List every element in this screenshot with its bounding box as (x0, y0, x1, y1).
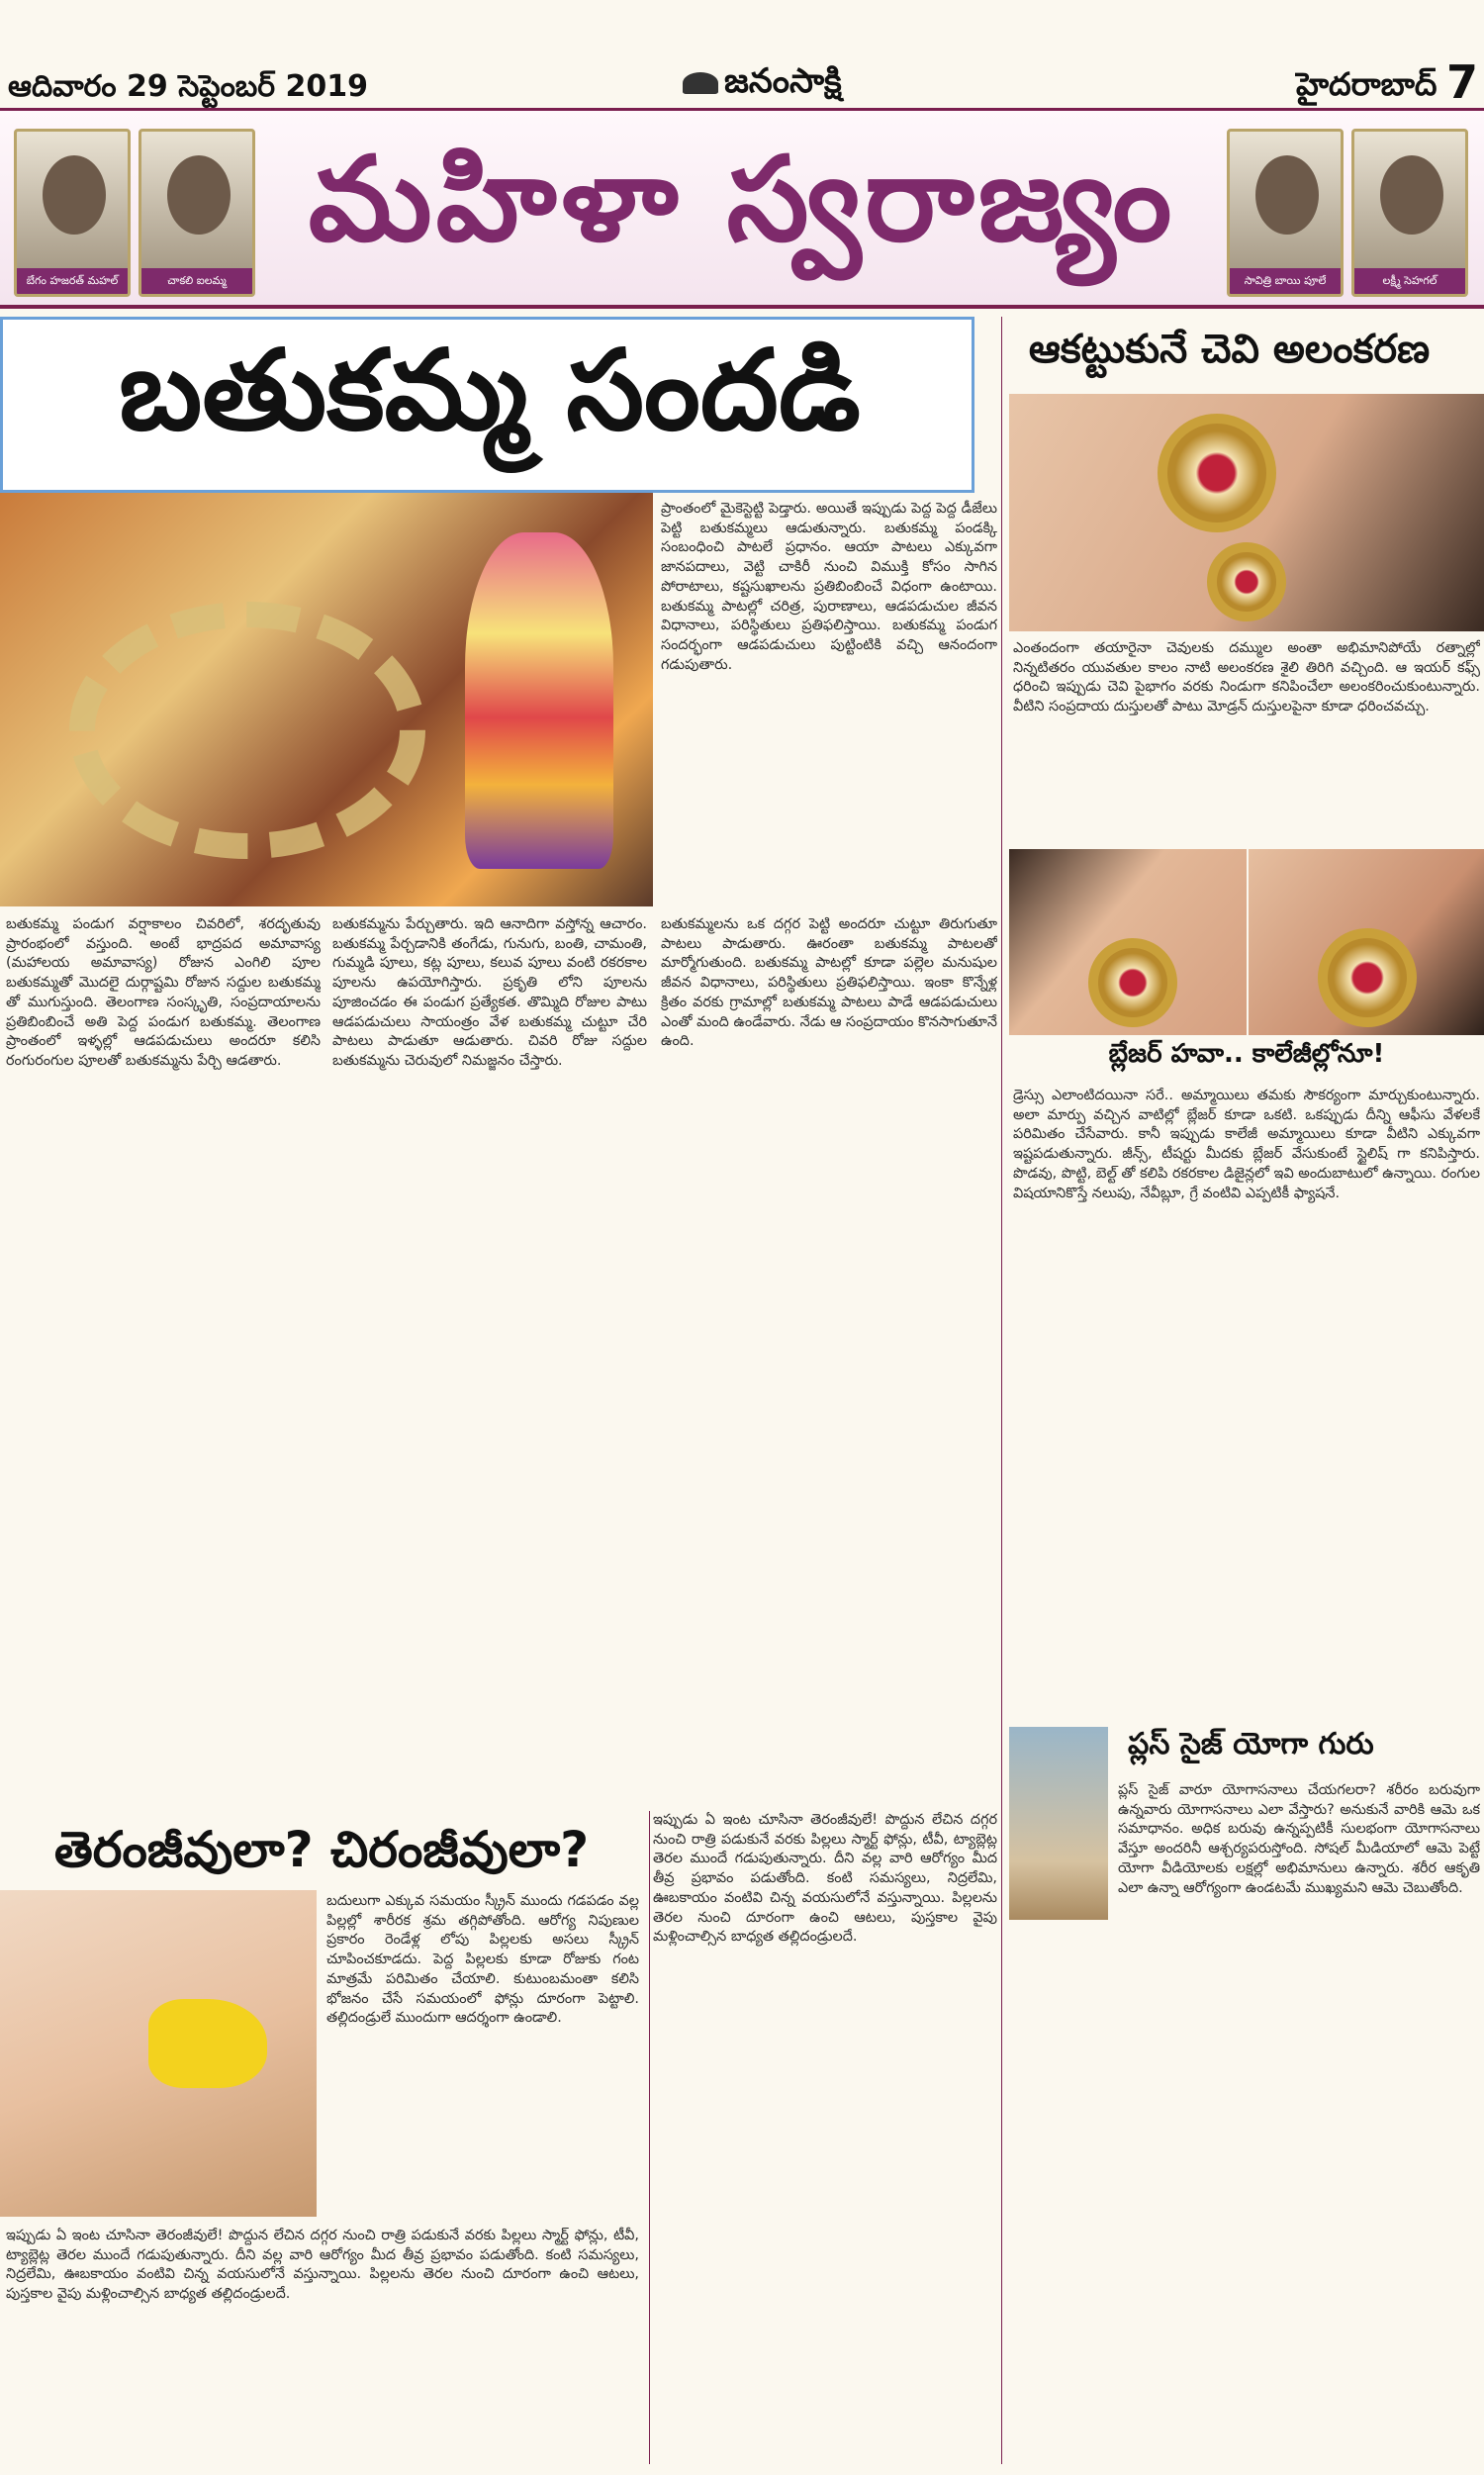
portrait-caption: బేగం హజరత్ మహల్ (17, 268, 128, 294)
bathukamma-column-right: బతుకమ్మలను ఒక దగ్గర పెట్టి అందరూ చుట్టూ తిరుగుతూ పాటలు పాడుతారు. ఊరంతా బతుకమ్మ పాటలతో మార్మోగుతుంది. బతుకమ్మ పాటల్లో కూడా పల్లెల మనుషుల జీవన విధానాలు, పరిస్థితులు ప్రతిఫలిస్తాయి. ఇంకా కొన్నేళ్ల క్రితం వరకు గ్రామాల్లో బతుకమ్మ పాటలు పాడే ఆడపడుచులు ఎంతో మంది ఉండేవారు. నేడు ఆ సంప్రదాయం కొనసాగుతూనే ఉంది. (661, 916, 997, 1050)
yoga-photo (1009, 1727, 1108, 1920)
portrait-face-icon (167, 155, 231, 235)
issue-date: ఆదివారం 29 సెప్టెంబర్ 2019 (8, 69, 369, 104)
screen-time-text: ఇప్పుడు ఏ ఇంట చూసినా తెరంజీవులే! పొద్దున లేచిన దగ్గర నుంచి రాత్రి పడుకునే వరకు పిల్లలు స్మార్ట్ ఫోన్లు, టీవీ, ట్యాబ్లెట్ల తెరల ముందే గడుపుతున్నారు. దీని వల్ల వారి ఆరోగ్యం మీద తీవ్ర ప్రభావం పడుతోంది. కంటి సమస్యలు, నిద్రలేమి, ఊబకాయం వంటివి చిన్న వయసులోనే వస్తున్నాయి. పిల్లలను తెరల నుంచి దూరంగా ఉంచి ఆటలు, పుస్తకాల వైపు మళ్లించాల్సిన బాధ్యత తల్లిదండ్రులదే. (6, 2228, 639, 2303)
bathukamma-column-top: ప్రాంతంలో మైకెస్టెట్టి పెడ్తారు. అయితే ఇప్పుడు పెద్ద పెద్ద డీజేలు పెట్టి బతుకమ్మలు ఆడుతున్నారు. బతుకమ్మ పండక్కి సంబంధించి పాటలే ప్రధానం. ఆయా పాటలు ఎక్కువగా జానపదాలు, వెట్టి చాకిరీ నుంచి విముక్తి కోసం సాగిన పోరాటాలు, కష్టసుఖాలను ప్రతిబింబించే విధంగా ఉంటాయి. బతుకమ్మ పాటల్లో చరిత్ర, పురాణాలు, ఆడపడుచుల జీవన విధానాలు, పరిస్థితులు ప్రతిఫలిస్తాయి. బతుకమ్మ పండుగ సందర్భంగా ఆడపడుచులు పుట్టింటికి వచ్చి ఆనందంగా గడుపుతారు. (661, 501, 997, 673)
portrait-caption: సావిత్రి బాయి పూలే (1230, 268, 1341, 294)
screen-time-headline: తెరంజీవులా? చిరంజీవులా? (53, 1821, 590, 1878)
earring-photo-3 (1249, 849, 1484, 1035)
earring-icon (1088, 938, 1177, 1027)
headline-bathukamma: బతుకమ్మ సందడి (119, 327, 861, 455)
portrait-caption: చాకలి ఐలమ్మ (141, 268, 252, 294)
portrait-2 (139, 129, 255, 297)
bathukamma-column-left: బతుకమ్మ పండుగ వర్షాకాలం చివరిలో, శరదృతువు ప్రారంభంలో వస్తుంది. అంటే భాద్రపద అమావాస్య (మహాలయ అమావాస్య) రోజున ఎంగిలి పూల బతుకమ్మతో మొదలై దుర్గాష్టమి రోజున సద్దుల బతుకమ్మ తో ముగుస్తుంది. తెలంగాణ సంస్కృతి, సంప్రదాయాలను ప్రతిబింబించే అతి పెద్ద పండుగ బతుకమ్మ. తెలంగాణ ప్రాంతంలో ఇళ్ళల్లో ఆడపడుచులు అందరూ కలిసి రంగురంగుల పూలతో బతుకమ్మను పేర్చి ఆడతారు. (6, 916, 321, 1069)
earring-photo-1 (1009, 394, 1484, 631)
portrait-caption: లక్ష్మీ సెహగల్ (1354, 268, 1465, 294)
earring-icon (1158, 414, 1276, 532)
column-divider (649, 1811, 650, 2464)
flower-stack-icon (465, 532, 613, 869)
bathukamma-photo (0, 493, 653, 906)
earring-icon (1207, 542, 1286, 621)
earring-photo-2 (1009, 849, 1247, 1035)
blazer-headline: బ్లేజర్ హవా.. కాలేజీల్లోనూ! (1108, 1039, 1385, 1069)
earring-icon (1318, 928, 1417, 1027)
edition-city: హైదరాబాద్ (1296, 65, 1438, 103)
paper-name: జనంసాక్షి (724, 61, 842, 101)
banner-title: మహిళా స్వరాజ్యం (308, 131, 1176, 267)
screen-time-column-right: ఇప్పుడు ఏ ఇంట చూసినా తెరంజీవులే! పొద్దున లేచిన దగ్గర నుంచి రాత్రి పడుకునే వరకు పిల్లలు స్మార్ట్ ఫోన్లు, టీవీ, ట్యాబ్లెట్ల తెరల ముందే గడుపుతున్నారు. దీని వల్ల వారి ఆరోగ్యం మీద తీవ్ర ప్రభావం పడుతోంది. కంటి సమస్యలు, నిద్రలేమి, ఊబకాయం వంటివి చిన్న వయసులోనే వస్తున్నాయి. పిల్లలను తెరల నుంచి దూరంగా ఉంచి ఆటలు, పుస్తకాల వైపు మళ్లించాల్సిన బాధ్యత తల్లిదండ్రులదే. (653, 1812, 997, 1946)
portrait-face-icon (43, 155, 106, 235)
earring-headline: ఆకట్టుకునే చెవి అలంకరణ (1028, 327, 1431, 372)
earring-text: ఎంతందంగా తయారైనా చెవులకు దమ్ముల అంతా అభిమానిపోయే రత్నాల్లో నిన్నటితరం యువతుల కాలం నాటి అలంకరణ శైలి తిరిగి వచ్చింది. ఆ ఇయర్ కఫ్స్ ధరించి ఇప్పుడు చెవి పైభాగం వరకు నిండుగా కనిపించేలా అలంకరించుకుంటున్నారు. వీటిని సంప్రదాయ దుస్తులతో పాటు మోడ్రన్ దుస్తులపైనా కూడా ధరించవచ్చు. (1013, 640, 1480, 715)
logo-mark-icon (683, 72, 718, 94)
portrait-3 (1227, 129, 1344, 297)
blazer-text: డ్రెస్సు ఎలాంటిదయినా సరే.. అమ్మాయిలు తమకు సౌకర్యంగా మార్చుకుంటున్నారు. అలా మార్పు వచ్చిన వాటిల్లో బ్లేజర్ కూడా ఒకటి. ఒకప్పుడు దీన్ని ఆఫీసు వేళలకే పరిమితం చేసేవారు. కానీ ఇప్పుడు కాలేజీ అమ్మాయిలు కూడా వీటిని ఎక్కువగా ఇష్టపడుతున్నారు. జీన్స్, టీషర్టు మీదకు బ్లేజర్ వేసుకుంటే స్టైలిష్ గా కనిపిస్తారు. పొడవు, పొట్టి, బెల్ట్ తో కలిపి రకరకాల డిజైన్లలో ఇవి అందుబాటులో ఉన్నాయి. రంగుల విషయానికొస్తే నలుపు, నేవీబ్లూ, గ్రే వంటివి ఎప్పటికీ ఫ్యాషనే. (1013, 1088, 1480, 1201)
yoga-headline: ప్లస్ సైజ్ యోగా గురు (1128, 1727, 1374, 1761)
page-number: 7 (1446, 55, 1479, 109)
paper-logo (683, 61, 842, 109)
portrait-1 (14, 129, 131, 297)
portrait-face-icon (1380, 155, 1443, 235)
yoga-text: ప్లస్ సైజ్ వారూ యోగాసనాలు చేయగలరా? శరీరం బరువుగా ఉన్నవారు యోగాసనాలు ఎలా వేస్తారు? అనుకునే వారికి ఆమె ఒక సమాధానం. అధిక బరువు ఉన్నప్పటికీ సులభంగా యోగాసనాలు వేస్తూ అందరినీ ఆశ్చర్యపరుస్తోంది. సోషల్ మీడియాలో ఆమె పెట్టే యోగా వీడియోలకు లక్షల్లో అభిమానులు ఉన్నారు. శరీర ఆకృతి ఎలా ఉన్నా ఆరోగ్యంగా ఉండటమే ముఖ్యమని ఆమె చెబుతోంది. (1118, 1782, 1480, 1896)
cup-icon (148, 1999, 267, 2088)
dancers-circle-icon (69, 602, 425, 859)
bathukamma-column-mid: బతుకమ్మను పేర్చుతారు. ఇది ఆనాదిగా వస్తోన్న ఆచారం. బతుకమ్మ పేర్చడానికి తంగేడు, గునుగు, బంతి, చామంతి, గుమ్మడి పూలు, కట్ల పూలు, కలువ పూలు వంటి రకరకాల పూలను ఉపయోగిస్తారు. ప్రకృతి లోని పూలను పూజించడం ఈ పండుగ ప్రత్యేకత. తొమ్మిది రోజుల పాటు ఆడపడుచులు సాయంత్రం వేళ బతుకమ్మ చుట్టూ చేరి పాటలు పాడుతూ ఆడుతారు. చివరి రోజు సద్దుల బతుకమ్మను చెరువులో నిమజ్జనం చేస్తారు. (332, 916, 647, 1069)
portrait-face-icon (1255, 155, 1319, 235)
column-divider (1001, 317, 1002, 2464)
screen-time-text-2: బదులుగా ఎక్కువ సమయం స్క్రీన్ ముందు గడపడం వల్ల పిల్లల్లో శారీరక శ్రమ తగ్గిపోతోంది. ఆరోగ్య నిపుణుల ప్రకారం రెండేళ్ల లోపు పిల్లలకు అసలు స్క్రీన్ చూపించకూడదు. పెద్ద పిల్లలకు కూడా రోజుకు గంట మాత్రమే పరిమితం చేయాలి. కుటుంబమంతా కలిసి భోజనం చేసే సమయంలో ఫోన్లు దూరంగా పెట్టాలి. తల్లిదండ్రులే ముందుగా ఆదర్శంగా ఉండాలి. (326, 1893, 639, 2027)
child-drinking-photo (0, 1890, 317, 2217)
portrait-4 (1351, 129, 1468, 297)
